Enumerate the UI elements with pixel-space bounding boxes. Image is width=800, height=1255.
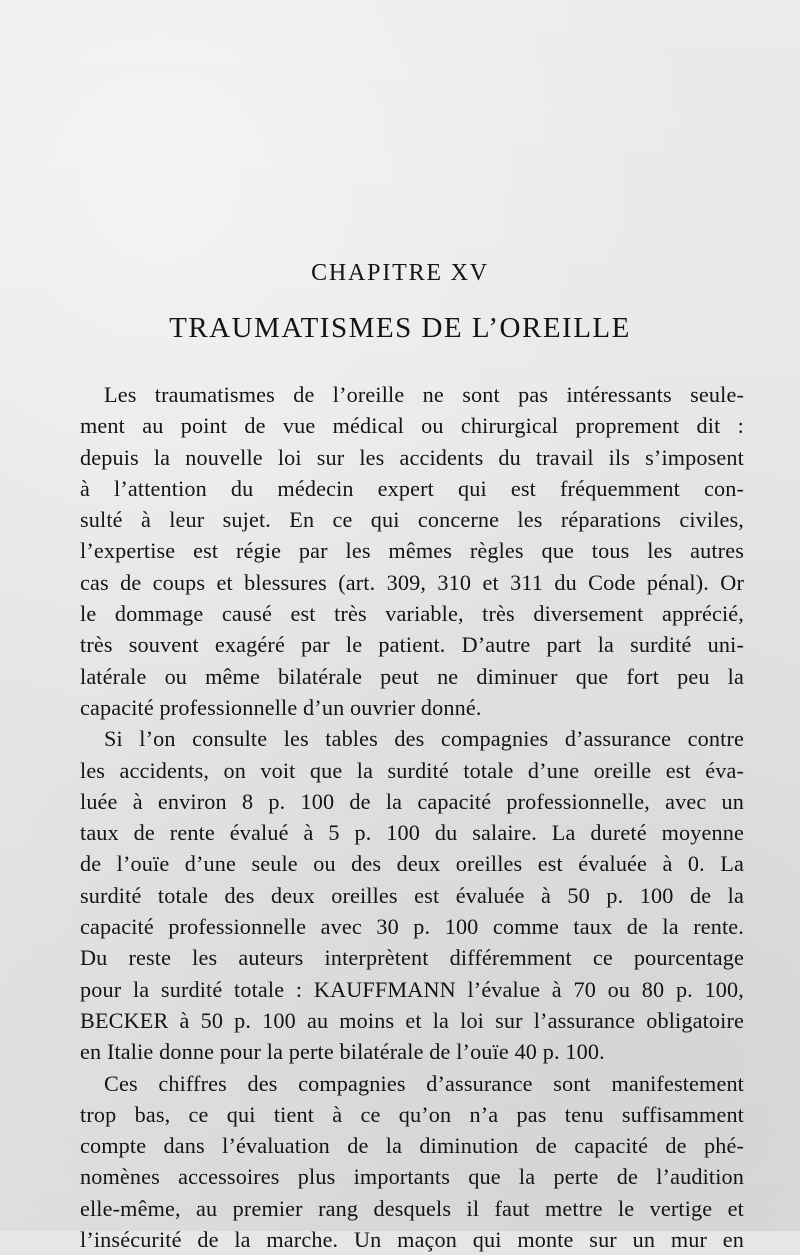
text-line: sulté à leur sujet. En ce qui concerne les réparations civiles, — [80, 507, 744, 533]
text-line: compte dans l’évaluation de la diminution de capacité de phé- — [80, 1133, 744, 1159]
text-line: pour la surdité totale : KAUFFMANN l’évalue à 70 ou 80 p. 100, — [80, 976, 744, 1002]
text-line: taux de rente évalué à 5 p. 100 du salaire. La dureté moyenne — [80, 820, 744, 846]
text-line: en Italie donne pour la perte bilatérale de l’ouïe 40 p. 100. — [80, 1039, 605, 1065]
text-line: capacité professionnelle d’un ouvrier donné. — [80, 694, 482, 720]
text-line: l’expertise est régie par les mêmes règles que tous les autres — [80, 538, 744, 564]
text-line: de l’ouïe d’une seule ou des deux oreilles est évaluée à 0. La — [80, 851, 744, 877]
text-line: Si l’on consulte les tables des compagnies d’assurance contre — [104, 726, 744, 752]
chapter-title: TRAUMATISMES DE L’OREILLE — [169, 312, 631, 344]
body-text — [80, 379, 744, 1255]
text-line: cas de coups et blessures (art. 309, 310 et 311 du Code pénal). Or — [80, 569, 744, 595]
show-through-text — [70, 86, 770, 334]
text-line: Du reste les auteurs interprètent différemment ce pourcentage — [80, 945, 744, 971]
text-line: surdité totale des deux oreilles est évaluée à 50 p. 100 de la — [80, 882, 744, 908]
text-line: latérale ou même bilatérale peut ne diminuer que fort peu la — [80, 663, 744, 689]
text-line: les accidents, on voit que la surdité totale d’une oreille est éva- — [80, 757, 744, 783]
text-line: Ces chiffres des compagnies d’assurance sont manifestement — [104, 1070, 744, 1096]
text-line: depuis la nouvelle loi sur les accidents du travail ils s’imposent — [80, 444, 744, 470]
text-line: BECKER à 50 p. 100 au moins et la loi sur l’assurance obligatoire — [80, 1007, 744, 1033]
text-line: ment au point de vue médical ou chirurgical proprement dit : — [80, 413, 744, 439]
text-line: le dommage causé est très variable, très diversement apprécié, — [80, 601, 744, 627]
text-line: Les traumatismes de l’oreille ne sont pas intéressants seule- — [104, 382, 744, 407]
text-line: nomènes accessoires plus importants que la perte de l’audition — [80, 1164, 744, 1190]
text-line: capacité professionnelle avec 30 p. 100 comme taux de la rente. — [80, 914, 744, 940]
text-line: l’insécurité de la marche. Un maçon qui monte sur un mur en — [80, 1227, 744, 1253]
text-line: elle-même, au premier rang desquels il faut mettre le vertige et — [80, 1195, 744, 1221]
text-line: trop bas, ce qui tient à ce qu’on n’a pas tenu suffisamment — [80, 1101, 744, 1127]
chapter-number: CHAPITRE XV — [311, 260, 489, 286]
text-line: très souvent exagéré par le patient. D’autre part la surdité uni- — [80, 632, 744, 658]
text-line: à l’attention du médecin expert qui est fréquemment con- — [80, 475, 744, 501]
text-line: luée à environ 8 p. 100 de la capacité professionnelle, avec un — [80, 788, 744, 814]
